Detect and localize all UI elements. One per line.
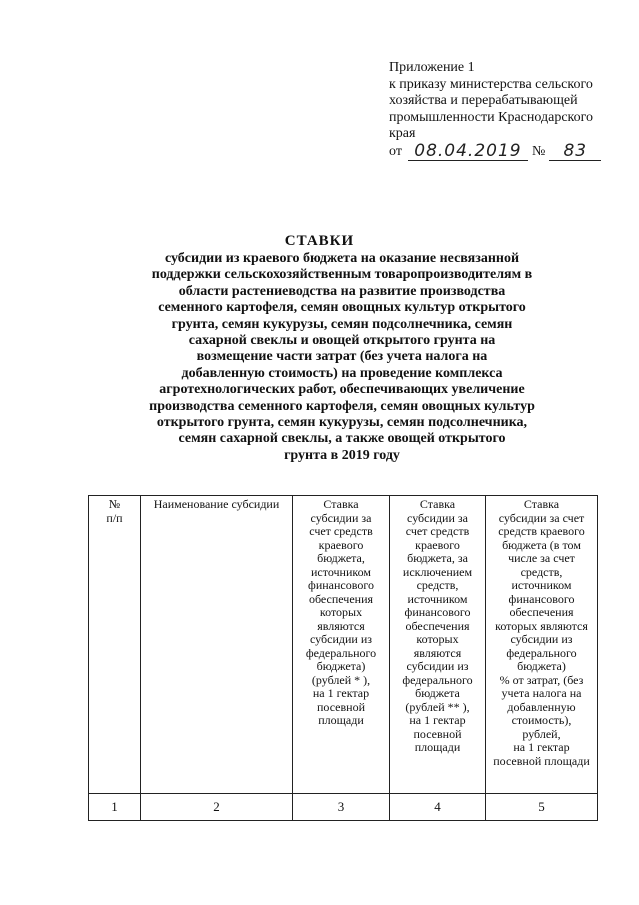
subtitle-line: семян сахарной свеклы, а также овощей открытого xyxy=(178,431,506,447)
header-line: бюджета, за xyxy=(407,551,468,565)
header-line: финансового xyxy=(404,605,471,619)
header-line: добавленную xyxy=(507,699,576,714)
header-line: на 1 гектар xyxy=(312,686,370,700)
document-subtitle xyxy=(120,251,564,464)
header-line: являются xyxy=(317,618,365,633)
header-line: стоимость), xyxy=(511,713,572,727)
header-line: средств, xyxy=(520,564,563,579)
column-number-cell: 4 xyxy=(390,794,486,821)
header-cell-rate-regional xyxy=(390,496,486,794)
header-line: (рублей ** ), xyxy=(405,699,470,714)
header-line: на 1 гектар xyxy=(513,740,570,754)
header-line: Ставка xyxy=(323,497,359,511)
header-line: (рублей * ), xyxy=(311,672,371,687)
header-line: обеспечения xyxy=(308,591,374,606)
header-line: посевной площади xyxy=(493,753,590,768)
column-number-cell: 2 xyxy=(141,794,293,821)
header-line: бюджета) xyxy=(316,659,366,673)
number-label: № xyxy=(531,144,546,159)
subtitle-line: семенного картофеля, семян овощных культур открытого xyxy=(158,300,526,316)
table-column-numbers-row xyxy=(89,794,598,821)
header-line: бюджета) xyxy=(517,659,566,673)
subtitle-line: добавленную стоимость) на проведение комплекса xyxy=(181,365,503,381)
header-line: посевной xyxy=(413,726,462,741)
header-line: являются xyxy=(413,645,462,660)
subtitle-line: открытого грунта, семян кукурузы, семян подсолнечника, xyxy=(156,415,528,431)
header-line: счет средств xyxy=(405,524,470,538)
header-line: обеспечения xyxy=(509,605,574,619)
header-line: средств краевого xyxy=(498,524,585,538)
header-cell-subsidy-name xyxy=(141,496,293,794)
header-line: числе за счет xyxy=(508,551,575,565)
appendix-block xyxy=(389,60,629,161)
appendix-line: хозяйства и перерабатывающей xyxy=(389,93,578,108)
header-line: источником xyxy=(407,591,468,606)
header-line: которых xyxy=(319,605,363,619)
subtitle-line: грунта в 2019 году xyxy=(284,447,400,463)
header-line: № xyxy=(108,497,121,511)
header-line: п/п xyxy=(106,510,123,525)
header-line: площади xyxy=(318,713,364,727)
header-cell-rate-federal xyxy=(293,496,390,794)
header-line: бюджета (в том xyxy=(502,537,581,552)
subtitle-line: агротехнологических работ, обеспечивающих увеличение xyxy=(159,382,525,398)
order-date: 08.04.2019 xyxy=(408,143,528,161)
header-line: финансового xyxy=(308,578,374,592)
header-line: площади xyxy=(414,740,461,754)
header-line: федерального xyxy=(506,645,577,660)
subtitle-line: области растениеводства на развитие производства xyxy=(178,283,506,299)
header-line: источником xyxy=(311,564,371,579)
subtitle-line: сахарной свеклы и овощей открытого грунта на xyxy=(188,333,496,349)
header-line: субсидии за xyxy=(407,510,468,525)
header-line: учета налога на xyxy=(501,686,582,700)
column-number-cell: 1 xyxy=(89,794,141,821)
header-cell-rate-percent xyxy=(486,496,598,794)
header-line: финансового xyxy=(508,591,575,606)
header-line: посевной xyxy=(316,699,366,714)
rates-table xyxy=(88,495,598,821)
subtitle-line: субсидии из краевого бюджета на оказание несвязанной xyxy=(164,251,520,266)
header-cell-number xyxy=(89,496,141,794)
header-line: субсидии из xyxy=(310,632,372,646)
header-line: субсидии из xyxy=(510,632,573,646)
subtitle-line: грунта, семян кукурузы, семян подсолнечника, семян xyxy=(171,316,513,332)
header-line: субсидии за xyxy=(310,510,372,525)
order-number: 83 xyxy=(549,143,601,161)
header-line: бюджета, xyxy=(317,551,365,565)
order-date-number xyxy=(389,140,629,161)
header-line: которых являются xyxy=(495,618,588,633)
document-title: СТАВКИ xyxy=(284,233,355,249)
column-number-cell: 3 xyxy=(293,794,390,821)
header-line: субсидии из xyxy=(406,659,469,673)
column-number-cell: 5 xyxy=(486,794,598,821)
header-line: % от затрат, (без xyxy=(499,672,584,687)
appendix-line: к приказу министерства сельского xyxy=(389,76,593,92)
header-line: Наименование субсидии xyxy=(153,497,280,511)
header-line: средств, xyxy=(416,578,459,592)
header-line: Ставка xyxy=(523,497,560,511)
header-line: субсидии за счет xyxy=(498,510,585,525)
table-header-row xyxy=(89,496,598,794)
header-line: которых xyxy=(416,632,459,646)
header-line: краевого xyxy=(415,537,460,552)
header-line: Ставка xyxy=(419,497,456,511)
header-line: счет средств xyxy=(309,524,373,538)
from-label: от xyxy=(389,144,402,159)
header-line: бюджета xyxy=(415,686,460,700)
subtitle-line: поддержки сельскохозяйственным товаропроизводителям в xyxy=(151,267,533,283)
header-line: краевого xyxy=(318,537,364,552)
header-line: федерального xyxy=(305,645,377,660)
subtitle-line: производства семенного картофеля, семян овощных культур xyxy=(149,398,535,414)
header-line: рублей, xyxy=(522,726,561,741)
header-line: исключением xyxy=(402,564,473,579)
header-line: федерального xyxy=(402,672,473,687)
subtitle-line: возмещение части затрат (без учета налога на xyxy=(196,349,488,365)
header-line: обеспечения xyxy=(405,618,470,633)
header-line: на 1 гектар xyxy=(409,713,466,727)
header-line: источником xyxy=(511,578,572,592)
appendix-line: промышленности Краснодарского xyxy=(389,109,594,125)
appendix-line: Приложение 1 xyxy=(389,60,475,75)
appendix-line: края xyxy=(389,126,416,141)
